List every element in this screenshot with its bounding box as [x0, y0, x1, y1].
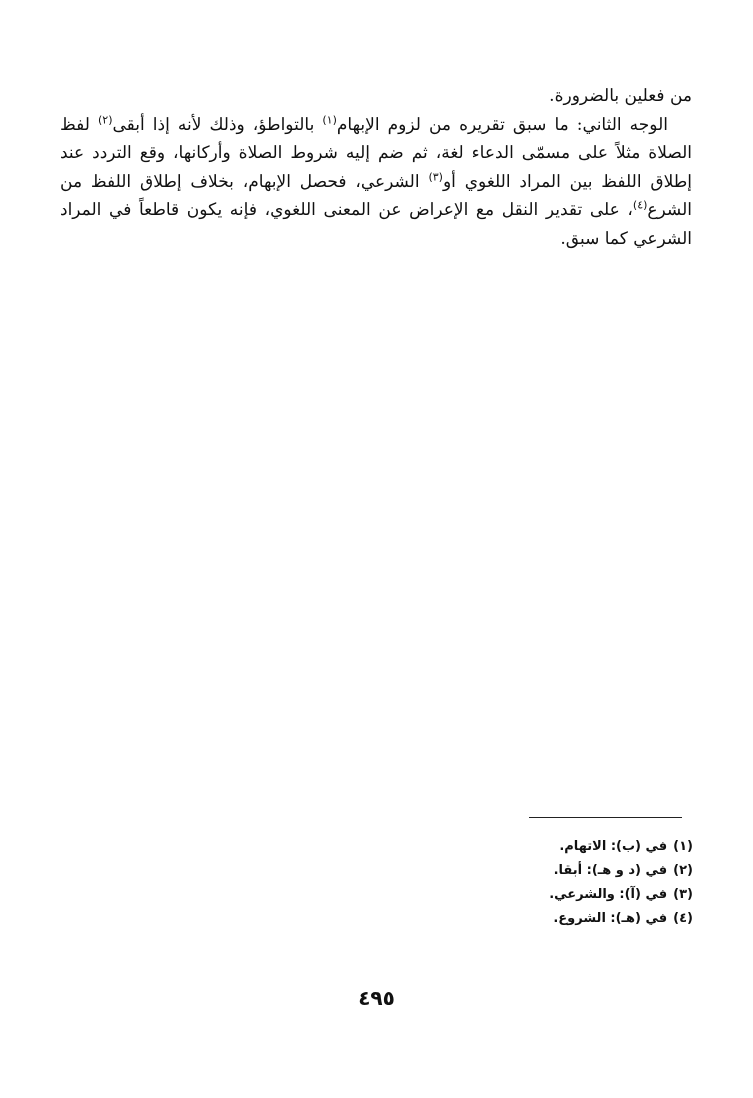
footnote-ref-2: (٢)	[97, 112, 113, 126]
paragraph-text-part-4: الشرعي، فحصل الإبهام، بخلاف إطلاق اللفظ من الشرع	[60, 171, 692, 221]
footnote-ref-3: (٣)	[428, 170, 443, 184]
paragraph-text-part-2: بالتواطؤ، وذلك لأنه إذا أبقى	[112, 114, 323, 135]
footnote-number: (٢)	[673, 863, 693, 878]
footnote-3	[393, 883, 693, 907]
footnotes	[393, 835, 693, 931]
paragraph-text-part-5: ، على تقدير النقل مع الإعراض عن المعنى اللغوي، فإنه يكون قاطعاً في المراد الشرعي كما سبق.	[60, 200, 692, 249]
second-aspect-paragraph	[60, 111, 692, 254]
footnote-1	[393, 835, 693, 859]
opening-line: من فعلين بالضرورة.	[549, 86, 692, 106]
footnote-text: في (د و هـ): أبقا.	[553, 863, 668, 878]
footnote-2	[393, 859, 693, 883]
paragraph-text-part-1: الوجه الثاني: ما سبق تقريره من لزوم الإبهام	[336, 114, 668, 135]
footnote-ref-4: (٤)	[632, 198, 648, 212]
footnote-number: (٣)	[673, 887, 693, 902]
main-text	[60, 82, 692, 254]
paragraph-text-part-3: لفظ الصلاة مثلاً على مسمّى الدعاء لغة، ثم ضم إليه شروط الصلاة وأركانها، وقع التردد عند إطلاق اللفظ بين المراد اللغوي أو	[60, 114, 692, 192]
footnote-text: في (هـ): الشروع.	[553, 911, 668, 926]
footnote-text: في (آ): والشرعي.	[549, 887, 668, 902]
footnote-text: في (ب): الاتهام.	[559, 839, 668, 854]
footnote-4	[393, 907, 693, 931]
footnote-ref-1: (١)	[322, 112, 337, 126]
footnote-number: (١)	[673, 839, 693, 854]
footnote-separator	[529, 817, 682, 818]
footnote-number: (٤)	[673, 911, 693, 926]
page-number: ٤٩٥	[358, 986, 395, 1010]
